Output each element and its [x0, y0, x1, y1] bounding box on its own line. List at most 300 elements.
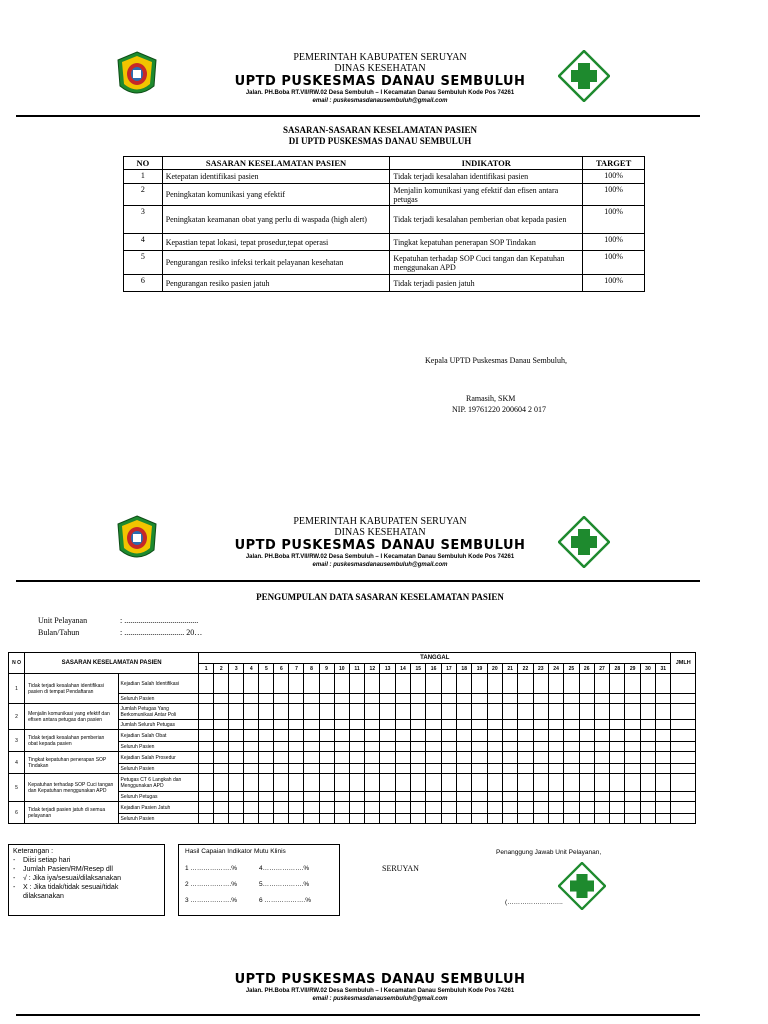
- day-cell[interactable]: [625, 802, 640, 814]
- day-cell[interactable]: [548, 752, 563, 764]
- day-cell[interactable]: [594, 720, 609, 730]
- total-cell[interactable]: [671, 704, 696, 720]
- day-cell[interactable]: [518, 694, 533, 704]
- day-cell[interactable]: [395, 742, 410, 752]
- day-cell[interactable]: [472, 704, 487, 720]
- day-cell[interactable]: [487, 814, 502, 824]
- hasil-item[interactable]: 6 ……………….%: [259, 897, 312, 904]
- day-cell[interactable]: [594, 694, 609, 704]
- day-cell[interactable]: [625, 730, 640, 742]
- day-cell[interactable]: [579, 730, 594, 742]
- day-cell[interactable]: [304, 730, 319, 742]
- day-cell[interactable]: [487, 774, 502, 792]
- day-cell[interactable]: [319, 720, 334, 730]
- day-cell[interactable]: [411, 730, 426, 742]
- day-cell[interactable]: [199, 792, 214, 802]
- day-cell[interactable]: [365, 730, 380, 742]
- day-cell[interactable]: [289, 764, 304, 774]
- day-cell[interactable]: [594, 774, 609, 792]
- day-cell[interactable]: [472, 752, 487, 764]
- day-cell[interactable]: [349, 730, 364, 742]
- day-cell[interactable]: [289, 802, 304, 814]
- day-cell[interactable]: [319, 674, 334, 694]
- day-cell[interactable]: [564, 752, 579, 764]
- day-cell[interactable]: [395, 792, 410, 802]
- day-cell[interactable]: [259, 764, 274, 774]
- day-cell[interactable]: [380, 792, 395, 802]
- day-cell[interactable]: [472, 730, 487, 742]
- day-cell[interactable]: [199, 802, 214, 814]
- total-cell[interactable]: [671, 802, 696, 814]
- day-cell[interactable]: [502, 774, 517, 792]
- day-cell[interactable]: [441, 774, 456, 792]
- day-cell[interactable]: [640, 704, 655, 720]
- day-cell[interactable]: [533, 792, 548, 802]
- day-cell[interactable]: [259, 742, 274, 752]
- day-cell[interactable]: [457, 704, 472, 720]
- day-cell[interactable]: [380, 802, 395, 814]
- day-cell[interactable]: [640, 720, 655, 730]
- day-cell[interactable]: [349, 774, 364, 792]
- total-cell[interactable]: [671, 764, 696, 774]
- day-cell[interactable]: [472, 814, 487, 824]
- day-cell[interactable]: [274, 792, 289, 802]
- day-cell[interactable]: [441, 742, 456, 752]
- day-cell[interactable]: [640, 730, 655, 742]
- day-cell[interactable]: [594, 802, 609, 814]
- day-cell[interactable]: [214, 720, 229, 730]
- day-cell[interactable]: [487, 694, 502, 704]
- day-cell[interactable]: [365, 752, 380, 764]
- day-cell[interactable]: [487, 674, 502, 694]
- total-cell[interactable]: [671, 720, 696, 730]
- hasil-item[interactable]: 2 ……………….%: [185, 881, 238, 888]
- day-cell[interactable]: [579, 764, 594, 774]
- day-cell[interactable]: [199, 742, 214, 752]
- day-cell[interactable]: [244, 792, 259, 802]
- day-cell[interactable]: [214, 814, 229, 824]
- day-cell[interactable]: [349, 814, 364, 824]
- day-cell[interactable]: [533, 704, 548, 720]
- day-cell[interactable]: [426, 752, 441, 764]
- day-cell[interactable]: [395, 752, 410, 764]
- day-cell[interactable]: [380, 674, 395, 694]
- day-cell[interactable]: [199, 674, 214, 694]
- day-cell[interactable]: [548, 730, 563, 742]
- day-cell[interactable]: [229, 730, 244, 742]
- day-cell[interactable]: [411, 814, 426, 824]
- day-cell[interactable]: [426, 764, 441, 774]
- day-cell[interactable]: [380, 814, 395, 824]
- day-cell[interactable]: [426, 730, 441, 742]
- day-cell[interactable]: [319, 774, 334, 792]
- day-cell[interactable]: [518, 720, 533, 730]
- day-cell[interactable]: [289, 792, 304, 802]
- day-cell[interactable]: [656, 720, 671, 730]
- day-cell[interactable]: [334, 802, 349, 814]
- day-cell[interactable]: [625, 720, 640, 730]
- day-cell[interactable]: [640, 752, 655, 764]
- day-cell[interactable]: [319, 792, 334, 802]
- day-cell[interactable]: [274, 742, 289, 752]
- day-cell[interactable]: [533, 814, 548, 824]
- day-cell[interactable]: [229, 774, 244, 792]
- day-cell[interactable]: [199, 752, 214, 764]
- day-cell[interactable]: [502, 752, 517, 764]
- day-cell[interactable]: [289, 704, 304, 720]
- hasil-item[interactable]: 5……………….%: [259, 881, 310, 888]
- day-cell[interactable]: [610, 704, 625, 720]
- day-cell[interactable]: [334, 720, 349, 730]
- day-cell[interactable]: [199, 730, 214, 742]
- day-cell[interactable]: [610, 742, 625, 752]
- day-cell[interactable]: [395, 730, 410, 742]
- day-cell[interactable]: [244, 802, 259, 814]
- total-cell[interactable]: [671, 674, 696, 694]
- day-cell[interactable]: [274, 814, 289, 824]
- day-cell[interactable]: [334, 774, 349, 792]
- day-cell[interactable]: [441, 802, 456, 814]
- day-cell[interactable]: [365, 694, 380, 704]
- day-cell[interactable]: [229, 764, 244, 774]
- day-cell[interactable]: [457, 752, 472, 764]
- day-cell[interactable]: [244, 694, 259, 704]
- day-cell[interactable]: [304, 752, 319, 764]
- day-cell[interactable]: [457, 792, 472, 802]
- day-cell[interactable]: [579, 720, 594, 730]
- day-cell[interactable]: [533, 774, 548, 792]
- day-cell[interactable]: [426, 802, 441, 814]
- day-cell[interactable]: [487, 802, 502, 814]
- day-cell[interactable]: [457, 742, 472, 752]
- day-cell[interactable]: [244, 774, 259, 792]
- day-cell[interactable]: [199, 720, 214, 730]
- day-cell[interactable]: [610, 752, 625, 764]
- day-cell[interactable]: [380, 752, 395, 764]
- day-cell[interactable]: [441, 814, 456, 824]
- day-cell[interactable]: [274, 704, 289, 720]
- day-cell[interactable]: [656, 774, 671, 792]
- day-cell[interactable]: [365, 742, 380, 752]
- day-cell[interactable]: [334, 674, 349, 694]
- day-cell[interactable]: [380, 774, 395, 792]
- day-cell[interactable]: [594, 814, 609, 824]
- day-cell[interactable]: [656, 752, 671, 764]
- day-cell[interactable]: [625, 752, 640, 764]
- day-cell[interactable]: [564, 720, 579, 730]
- day-cell[interactable]: [365, 792, 380, 802]
- day-cell[interactable]: [518, 774, 533, 792]
- day-cell[interactable]: [259, 814, 274, 824]
- day-cell[interactable]: [502, 742, 517, 752]
- day-cell[interactable]: [625, 694, 640, 704]
- day-cell[interactable]: [274, 674, 289, 694]
- day-cell[interactable]: [365, 802, 380, 814]
- day-cell[interactable]: [395, 802, 410, 814]
- day-cell[interactable]: [579, 802, 594, 814]
- day-cell[interactable]: [548, 742, 563, 752]
- day-cell[interactable]: [229, 674, 244, 694]
- day-cell[interactable]: [411, 764, 426, 774]
- day-cell[interactable]: [533, 764, 548, 774]
- day-cell[interactable]: [457, 720, 472, 730]
- day-cell[interactable]: [487, 730, 502, 742]
- day-cell[interactable]: [579, 704, 594, 720]
- day-cell[interactable]: [548, 802, 563, 814]
- day-cell[interactable]: [229, 704, 244, 720]
- day-cell[interactable]: [244, 752, 259, 764]
- day-cell[interactable]: [334, 752, 349, 764]
- day-cell[interactable]: [487, 720, 502, 730]
- day-cell[interactable]: [365, 704, 380, 720]
- day-cell[interactable]: [656, 704, 671, 720]
- day-cell[interactable]: [610, 720, 625, 730]
- day-cell[interactable]: [289, 674, 304, 694]
- day-cell[interactable]: [548, 764, 563, 774]
- day-cell[interactable]: [518, 764, 533, 774]
- hasil-item[interactable]: 1 ……………….%: [185, 865, 238, 872]
- day-cell[interactable]: [395, 674, 410, 694]
- day-cell[interactable]: [548, 814, 563, 824]
- day-cell[interactable]: [640, 792, 655, 802]
- day-cell[interactable]: [502, 814, 517, 824]
- day-cell[interactable]: [411, 792, 426, 802]
- day-cell[interactable]: [244, 720, 259, 730]
- day-cell[interactable]: [656, 742, 671, 752]
- day-cell[interactable]: [411, 720, 426, 730]
- day-cell[interactable]: [411, 752, 426, 764]
- day-cell[interactable]: [365, 764, 380, 774]
- day-cell[interactable]: [656, 814, 671, 824]
- day-cell[interactable]: [289, 694, 304, 704]
- day-cell[interactable]: [625, 704, 640, 720]
- day-cell[interactable]: [579, 814, 594, 824]
- day-cell[interactable]: [229, 694, 244, 704]
- day-cell[interactable]: [564, 774, 579, 792]
- day-cell[interactable]: [395, 720, 410, 730]
- day-cell[interactable]: [395, 814, 410, 824]
- day-cell[interactable]: [259, 674, 274, 694]
- day-cell[interactable]: [487, 792, 502, 802]
- day-cell[interactable]: [594, 792, 609, 802]
- day-cell[interactable]: [259, 792, 274, 802]
- hasil-item[interactable]: 3 ……………….%: [185, 897, 238, 904]
- day-cell[interactable]: [564, 802, 579, 814]
- day-cell[interactable]: [457, 764, 472, 774]
- day-cell[interactable]: [259, 774, 274, 792]
- day-cell[interactable]: [579, 774, 594, 792]
- day-cell[interactable]: [289, 774, 304, 792]
- day-cell[interactable]: [334, 704, 349, 720]
- day-cell[interactable]: [229, 742, 244, 752]
- day-cell[interactable]: [199, 774, 214, 792]
- day-cell[interactable]: [411, 704, 426, 720]
- day-cell[interactable]: [319, 764, 334, 774]
- day-cell[interactable]: [594, 704, 609, 720]
- hasil-item[interactable]: 4……………….%: [259, 865, 310, 872]
- day-cell[interactable]: [395, 774, 410, 792]
- day-cell[interactable]: [487, 742, 502, 752]
- day-cell[interactable]: [564, 704, 579, 720]
- day-cell[interactable]: [564, 792, 579, 802]
- total-cell[interactable]: [671, 814, 696, 824]
- day-cell[interactable]: [214, 774, 229, 792]
- day-cell[interactable]: [640, 742, 655, 752]
- day-cell[interactable]: [365, 720, 380, 730]
- day-cell[interactable]: [441, 764, 456, 774]
- day-cell[interactable]: [304, 764, 319, 774]
- day-cell[interactable]: [640, 764, 655, 774]
- day-cell[interactable]: [564, 730, 579, 742]
- day-cell[interactable]: [426, 774, 441, 792]
- day-cell[interactable]: [214, 694, 229, 704]
- day-cell[interactable]: [380, 694, 395, 704]
- day-cell[interactable]: [472, 792, 487, 802]
- day-cell[interactable]: [411, 694, 426, 704]
- day-cell[interactable]: [640, 802, 655, 814]
- day-cell[interactable]: [441, 752, 456, 764]
- total-cell[interactable]: [671, 694, 696, 704]
- day-cell[interactable]: [457, 730, 472, 742]
- day-cell[interactable]: [304, 694, 319, 704]
- day-cell[interactable]: [457, 774, 472, 792]
- day-cell[interactable]: [244, 674, 259, 694]
- day-cell[interactable]: [533, 674, 548, 694]
- day-cell[interactable]: [548, 704, 563, 720]
- day-cell[interactable]: [594, 730, 609, 742]
- day-cell[interactable]: [610, 774, 625, 792]
- day-cell[interactable]: [426, 792, 441, 802]
- day-cell[interactable]: [289, 742, 304, 752]
- day-cell[interactable]: [289, 814, 304, 824]
- day-cell[interactable]: [518, 674, 533, 694]
- day-cell[interactable]: [259, 694, 274, 704]
- day-cell[interactable]: [533, 742, 548, 752]
- day-cell[interactable]: [289, 720, 304, 730]
- day-cell[interactable]: [214, 730, 229, 742]
- day-cell[interactable]: [564, 814, 579, 824]
- day-cell[interactable]: [426, 720, 441, 730]
- day-cell[interactable]: [274, 694, 289, 704]
- day-cell[interactable]: [334, 730, 349, 742]
- day-cell[interactable]: [319, 704, 334, 720]
- day-cell[interactable]: [259, 752, 274, 764]
- day-cell[interactable]: [380, 704, 395, 720]
- day-cell[interactable]: [334, 742, 349, 752]
- day-cell[interactable]: [199, 764, 214, 774]
- total-cell[interactable]: [671, 774, 696, 792]
- day-cell[interactable]: [289, 752, 304, 764]
- day-cell[interactable]: [304, 814, 319, 824]
- day-cell[interactable]: [319, 752, 334, 764]
- day-cell[interactable]: [244, 764, 259, 774]
- day-cell[interactable]: [441, 720, 456, 730]
- day-cell[interactable]: [214, 704, 229, 720]
- day-cell[interactable]: [640, 694, 655, 704]
- day-cell[interactable]: [274, 774, 289, 792]
- total-cell[interactable]: [671, 730, 696, 742]
- day-cell[interactable]: [518, 792, 533, 802]
- day-cell[interactable]: [625, 764, 640, 774]
- day-cell[interactable]: [656, 674, 671, 694]
- day-cell[interactable]: [259, 704, 274, 720]
- day-cell[interactable]: [548, 694, 563, 704]
- day-cell[interactable]: [487, 752, 502, 764]
- day-cell[interactable]: [214, 752, 229, 764]
- day-cell[interactable]: [640, 814, 655, 824]
- total-cell[interactable]: [671, 742, 696, 752]
- day-cell[interactable]: [533, 802, 548, 814]
- day-cell[interactable]: [441, 704, 456, 720]
- day-cell[interactable]: [229, 792, 244, 802]
- day-cell[interactable]: [319, 730, 334, 742]
- day-cell[interactable]: [259, 802, 274, 814]
- day-cell[interactable]: [304, 742, 319, 752]
- day-cell[interactable]: [274, 720, 289, 730]
- day-cell[interactable]: [656, 802, 671, 814]
- day-cell[interactable]: [349, 742, 364, 752]
- day-cell[interactable]: [380, 764, 395, 774]
- day-cell[interactable]: [625, 774, 640, 792]
- day-cell[interactable]: [199, 704, 214, 720]
- day-cell[interactable]: [304, 802, 319, 814]
- day-cell[interactable]: [518, 802, 533, 814]
- day-cell[interactable]: [214, 674, 229, 694]
- day-cell[interactable]: [395, 764, 410, 774]
- day-cell[interactable]: [518, 730, 533, 742]
- day-cell[interactable]: [365, 774, 380, 792]
- day-cell[interactable]: [349, 674, 364, 694]
- day-cell[interactable]: [625, 792, 640, 802]
- day-cell[interactable]: [564, 694, 579, 704]
- day-cell[interactable]: [214, 802, 229, 814]
- day-cell[interactable]: [199, 814, 214, 824]
- day-cell[interactable]: [229, 802, 244, 814]
- day-cell[interactable]: [533, 720, 548, 730]
- day-cell[interactable]: [502, 704, 517, 720]
- day-cell[interactable]: [518, 814, 533, 824]
- day-cell[interactable]: [349, 764, 364, 774]
- day-cell[interactable]: [304, 704, 319, 720]
- day-cell[interactable]: [472, 742, 487, 752]
- day-cell[interactable]: [548, 792, 563, 802]
- day-cell[interactable]: [610, 792, 625, 802]
- total-cell[interactable]: [671, 792, 696, 802]
- day-cell[interactable]: [349, 752, 364, 764]
- day-cell[interactable]: [319, 802, 334, 814]
- day-cell[interactable]: [533, 694, 548, 704]
- day-cell[interactable]: [426, 742, 441, 752]
- day-cell[interactable]: [244, 742, 259, 752]
- day-cell[interactable]: [579, 674, 594, 694]
- day-cell[interactable]: [518, 704, 533, 720]
- day-cell[interactable]: [380, 720, 395, 730]
- day-cell[interactable]: [334, 694, 349, 704]
- day-cell[interactable]: [304, 674, 319, 694]
- day-cell[interactable]: [594, 674, 609, 694]
- day-cell[interactable]: [579, 742, 594, 752]
- day-cell[interactable]: [426, 694, 441, 704]
- day-cell[interactable]: [411, 674, 426, 694]
- day-cell[interactable]: [548, 674, 563, 694]
- day-cell[interactable]: [564, 742, 579, 752]
- day-cell[interactable]: [472, 720, 487, 730]
- day-cell[interactable]: [274, 802, 289, 814]
- day-cell[interactable]: [426, 674, 441, 694]
- day-cell[interactable]: [259, 730, 274, 742]
- day-cell[interactable]: [411, 742, 426, 752]
- day-cell[interactable]: [656, 694, 671, 704]
